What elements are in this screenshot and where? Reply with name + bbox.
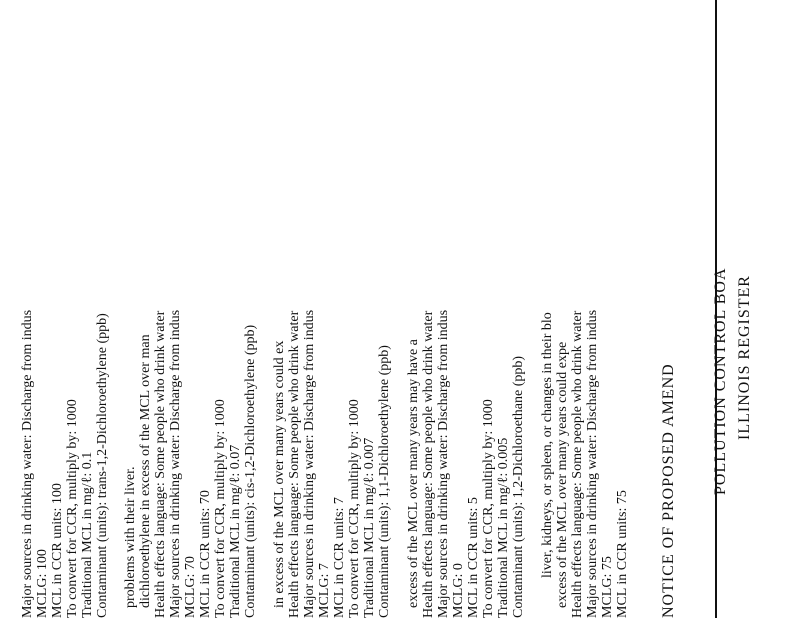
body-line: MCLG: 100 — [35, 549, 50, 618]
board-title: POLLUTION CONTROL BOA — [712, 267, 729, 495]
body-line: MCL in CCR units: 7 — [332, 497, 347, 618]
body-line: dichloroethylene in excess of the MCL over man — [138, 334, 153, 608]
body-line: Traditional MCL in mg/ℓ: 0.07 — [228, 444, 243, 618]
body-line: Contaminant (units): cis-1,2-Dichloroethylene (ppb) — [243, 324, 258, 618]
body-line: Major sources in drinking water: Discharge from indus — [436, 309, 451, 618]
body-line: Major sources in drinking water: Discharge from indus — [168, 309, 183, 618]
register-title: ILLINOIS REGISTER — [736, 275, 753, 440]
body-line: To convert for CCR, multiply by: 1000 — [481, 399, 496, 618]
body-line: Health effects language: Some people who drink water — [153, 310, 168, 618]
body-line: Traditional MCL in mg/ℓ: 0.007 — [362, 437, 377, 618]
body-line: MCL in CCR units: 100 — [50, 483, 65, 618]
body-line: MCL in CCR units: 70 — [198, 490, 213, 618]
body-line: liver, kidneys, or spleen, or changes in their blo — [540, 312, 555, 578]
body-line: Health effects language: Some people who drink water — [421, 310, 436, 618]
body-line: Health effects language: Some people who drink water — [570, 310, 585, 618]
body-line: in excess of the MCL over many years could ex — [272, 340, 287, 608]
body-line: Major sources in drinking water: Discharge from indus — [585, 309, 600, 618]
body-line: MCL in CCR units: 75 — [615, 490, 630, 618]
body-line: excess of the MCL over many years could expe — [555, 341, 570, 608]
body-line: Health effects language: Some people who drink water — [287, 310, 302, 618]
body-line: MCLG: 0 — [451, 563, 466, 618]
notice-title: NOTICE OF PROPOSED AMEND — [660, 363, 677, 618]
body-line: Traditional MCL in mg/ℓ: 0.005 — [496, 437, 511, 618]
body-line: Contaminant (units): trans-1,2-Dichloroethylene (ppb) — [95, 313, 110, 618]
body-line: Traditional MCL in mg/ℓ: 0.1 — [80, 451, 95, 618]
body-line: To convert for CCR, multiply by: 1000 — [213, 399, 228, 618]
body-line: MCLG: 7 — [317, 563, 332, 618]
body-line: To convert for CCR, multiply by: 1000 — [347, 399, 362, 618]
body-line: problems with their liver. — [123, 466, 138, 608]
body-line: excess of the MCL over many years may have a — [406, 339, 421, 608]
body-line: To convert for CCR, multiply by: 1000 — [65, 399, 80, 618]
body-line: Major sources in drinking water: Discharge from indus — [302, 309, 317, 618]
body-line: Contaminant (units): 1,2-Dichloroethane (ppb) — [511, 355, 526, 618]
body-line: MCL in CCR units: 5 — [466, 497, 481, 618]
body-line: MCLG: 70 — [183, 556, 198, 618]
body-line: Major sources in drinking water: Discharge from indus — [20, 309, 35, 618]
body-line: MCLG: 75 — [600, 556, 615, 618]
body-line: Contaminant (units): 1,1-Dichloroethylene (ppb) — [377, 345, 392, 618]
